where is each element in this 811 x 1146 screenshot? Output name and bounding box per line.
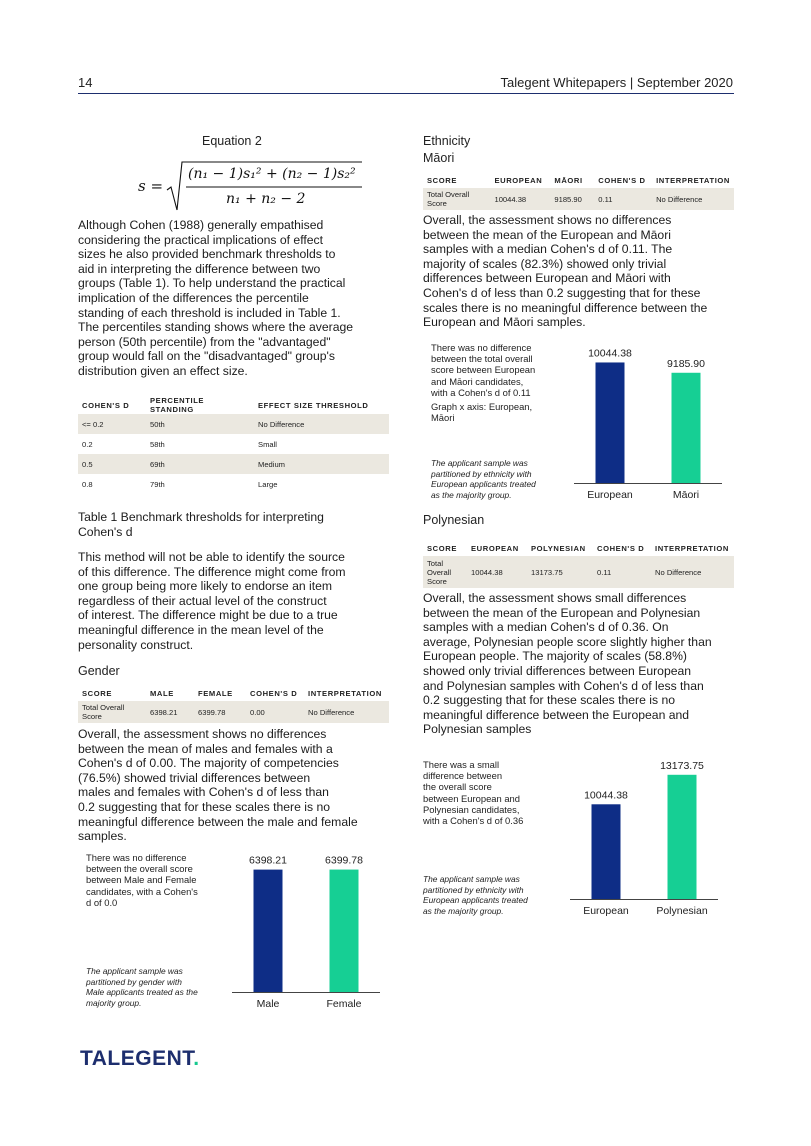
text-line: meaningful difference between the European and: [423, 707, 690, 722]
text-line: distribution given an effect size.: [78, 363, 248, 378]
maori-chart-note: [431, 342, 571, 423]
gender-paragraph: [78, 727, 388, 844]
bar-value-label: 6398.21: [249, 854, 287, 867]
maori-table: [423, 172, 734, 210]
text-line: with a Cohen's d of 0.36: [423, 815, 524, 827]
category-label: Polynesian: [656, 905, 708, 917]
text-line: score between European: [431, 364, 536, 376]
text-line: standing of each threshold is included in Table 1.: [78, 305, 341, 320]
table-header: EUROPEAN: [471, 543, 519, 553]
gender-bar-chart: [232, 846, 392, 1016]
table-cell: 9185.90: [550, 188, 594, 210]
table-header: INTERPRETATION: [656, 175, 730, 185]
table-row: [423, 188, 734, 210]
table-cell: No Difference: [652, 188, 734, 210]
text-line: The applicant sample was: [86, 966, 183, 976]
method-paragraph: [78, 550, 378, 652]
table-cell: 0.11: [593, 556, 651, 588]
table-cell: 50th: [146, 414, 254, 434]
text-line: aid in interpreting the difference between two: [78, 261, 321, 276]
table-cell: No Difference: [304, 701, 389, 723]
text-line: This method will not be able to identify the source: [78, 550, 345, 564]
table-cell: <= 0.2: [78, 414, 146, 434]
text-line: one group being more likely to endorse an item: [78, 579, 333, 594]
text-line: between European and: [423, 792, 520, 804]
polynesian-chart-note: [423, 759, 563, 826]
text-line: showed only trivial differences between European: [423, 663, 692, 678]
table-cell: Total Overall Score: [423, 556, 467, 588]
text-line: sizes he also provided benchmark thresholds to: [78, 247, 336, 262]
header-rule: [78, 93, 734, 94]
bar-european: [592, 804, 621, 899]
text-line: scales there is no meaningful difference between the: [423, 300, 708, 315]
bar-female: [330, 870, 359, 992]
table-cell: Large: [258, 479, 278, 489]
bar-european: [596, 362, 625, 483]
table-caption: [78, 510, 378, 539]
table-row: [78, 474, 389, 494]
table-cell: Total Overall Score: [78, 701, 146, 723]
table-header: EUROPEAN: [494, 175, 543, 185]
text-line: average, Polynesian people score slightly higher than: [423, 634, 712, 649]
text-line: Male applicants treated as the: [86, 987, 198, 998]
text-line: Cohen's d of less than 0.2 suggesting that for these: [423, 285, 701, 300]
text-line: as the majority group.: [423, 905, 504, 916]
table-header: COHEN'S D: [598, 175, 646, 185]
bar-value-label: 13173.75: [660, 759, 704, 772]
ethnicity-heading: Ethnicity: [423, 134, 471, 148]
text-line: There was a small: [423, 759, 500, 770]
text-line: (76.5%) showed trivial differences between: [78, 770, 311, 785]
text-line: and Māori candidates,: [431, 375, 524, 387]
gender-heading: Gender: [78, 664, 120, 678]
table-header: PERCENTILE STANDING: [150, 396, 205, 414]
text-line: The percentiles standing shows where the average: [78, 320, 354, 335]
maori-sample-note: [431, 458, 581, 500]
table-header: EFFECT SIZE THRESHOLD: [258, 400, 369, 410]
table-cell: Medium: [254, 454, 389, 474]
text-line: implication of the differences the percentile: [78, 290, 309, 305]
text-line: between the mean of males and females with a: [78, 741, 333, 756]
text-line: The applicant sample was: [431, 458, 528, 468]
page-number: 14: [78, 75, 93, 90]
text-line: candidates, with a Cohen's: [86, 885, 198, 897]
table-header: INTERPRETATION: [308, 688, 382, 698]
text-line: d of 0.0: [86, 896, 118, 908]
table-row: [78, 414, 389, 434]
table-header: SCORE: [427, 175, 458, 185]
text-line: differences between European and Māori with: [423, 271, 671, 286]
table-cell: 6398.21: [146, 701, 194, 723]
polynesian-table: [423, 540, 734, 588]
table-header: FEMALE: [198, 688, 233, 698]
text-line: Overall, the assessment shows no differences: [78, 727, 327, 741]
text-line: samples with a median Cohen's d of 0.36. On: [423, 620, 669, 635]
text-line: personality construct.: [78, 637, 194, 652]
text-line: Although Cohen (1988) generally empathised: [78, 218, 324, 232]
text-line: meaningful difference in the mean level of the: [78, 622, 324, 637]
text-line: Cohen's d of 0.00. The majority of competencies: [78, 756, 339, 771]
text-line: groups (Table 1). To help understand the practical: [78, 276, 346, 291]
text-line: partitioned by gender with: [86, 976, 182, 987]
polynesian-sample-note: [423, 874, 573, 916]
table-header: INTERPRETATION: [655, 543, 729, 553]
text-line: considering the practical implications of effect: [78, 232, 324, 247]
table-header: SCORE: [427, 543, 458, 553]
text-line: between the total overall: [431, 353, 533, 365]
benchmark-table: [78, 396, 389, 494]
text-line: the overall score: [423, 781, 492, 793]
text-line: between the overall score: [86, 863, 193, 875]
text-line: difference between: [423, 770, 503, 782]
text-line: samples.: [78, 829, 127, 844]
table-cell: 10044.38: [467, 556, 527, 588]
maori-bar-chart: [574, 337, 734, 507]
text-line: There was no difference: [86, 852, 187, 863]
table-row: [78, 454, 389, 474]
text-line: Overall, the assessment shows small differences: [423, 591, 687, 605]
table-row: [78, 434, 389, 454]
text-line: European applicants treated: [423, 895, 528, 906]
text-line: regardless of their actual level of the construct: [78, 593, 327, 608]
maori-paragraph: [423, 213, 735, 330]
text-line: Overall, the assessment shows no differences: [423, 213, 672, 227]
text-line: 0.2 suggesting that for these scales there is no: [423, 693, 676, 708]
table-cell: 58th: [150, 439, 165, 449]
bar-value-label: 10044.38: [584, 789, 628, 802]
logo-dot: .: [193, 1047, 200, 1070]
table-cell: No Difference: [651, 556, 734, 588]
table-cell: 0.8: [82, 479, 93, 489]
equation-denominator: n₁ + n₂ − 2: [226, 191, 306, 207]
logo-text: TALEGENT: [80, 1047, 194, 1070]
table-header: POLYNESIAN: [531, 543, 586, 553]
table-header: COHEN'S D: [597, 543, 645, 553]
category-label: Female: [326, 998, 362, 1010]
table-cell: 0.00: [246, 701, 304, 723]
gender-chart-note: [86, 852, 236, 908]
table-cell: 0.5: [78, 454, 146, 474]
talegent-logo: [80, 1047, 200, 1071]
table-cell: Small: [258, 439, 277, 449]
table-cell: Total Overall Score: [423, 188, 490, 210]
table-cell: 6399.78: [194, 701, 246, 723]
table-header: COHEN'S D: [82, 400, 130, 410]
table-cell: 79th: [150, 479, 165, 489]
bar-value-label: 10044.38: [588, 347, 632, 360]
equation-numerator: (n₁ − 1)s₁² + (n₂ − 1)s₂²: [188, 166, 356, 182]
text-line: samples with a median Cohen's d of 0.11. The: [423, 242, 673, 257]
text-line: between the mean of the European and Māori: [423, 227, 671, 242]
table-cell: 0.11: [594, 188, 652, 210]
text-line: person (50th percentile) from the "advantaged": [78, 334, 331, 349]
table-cell: No Difference: [254, 414, 389, 434]
gender-sample-note: [86, 966, 236, 1008]
text-line: partitioned by ethnicity with: [431, 468, 532, 479]
text-line: majority of scales (82.3%) showed only trivial: [423, 256, 667, 271]
text-line: European and Māori samples.: [423, 315, 586, 330]
text-line: The applicant sample was: [423, 874, 520, 884]
text-line: with a Cohen's d of 0.11: [431, 386, 531, 398]
table-header: MĀORI: [554, 175, 583, 185]
equation-label: Equation 2: [202, 134, 262, 148]
text-line: meaningful difference between the male and female: [78, 814, 358, 829]
text-line: There was no difference: [431, 342, 532, 353]
table-cell: 0.2: [82, 439, 93, 449]
text-line: 0.2 suggesting that for these scales there is no: [78, 799, 331, 814]
table-header: SCORE: [82, 688, 113, 698]
text-line: majority group.: [86, 997, 142, 1008]
polynesian-paragraph: [423, 591, 735, 737]
bar-polynesian: [668, 775, 697, 899]
equation: [136, 160, 376, 214]
table-cell: 10044.38: [490, 188, 550, 210]
text-line: Māori: [431, 412, 455, 424]
polynesian-bar-chart: [570, 753, 730, 923]
bar-māori: [672, 373, 701, 483]
text-line: between the mean of the European and Polynesian: [423, 605, 701, 620]
text-line: as the majority group.: [431, 489, 512, 500]
text-line: males and females with Cohen's d of less than: [78, 785, 329, 800]
table-header: COHEN'S D: [250, 688, 298, 698]
polynesian-heading: Polynesian: [423, 513, 485, 527]
category-label: European: [587, 489, 633, 501]
publication-title: Talegent Whitepapers | September 2020: [500, 75, 733, 90]
equation-lhs: s =: [138, 177, 164, 195]
text-line: of interest. The difference might be due to a true: [78, 608, 338, 623]
bar-value-label: 6399.78: [325, 854, 363, 867]
table-row: [423, 556, 734, 588]
text-line: Polynesian samples: [423, 722, 532, 737]
category-label: Māori: [672, 489, 700, 501]
text-line: group would fall on the "disadvantaged" group's: [78, 349, 335, 364]
text-line: partitioned by ethnicity with: [423, 884, 524, 895]
text-line: European people. The majority of scales (58.8%): [423, 649, 687, 664]
table-row: [78, 701, 389, 723]
category-label: Male: [256, 998, 280, 1010]
bar-male: [254, 870, 283, 992]
text-line: Graph x axis: European,: [431, 401, 533, 413]
table-cell: 69th: [146, 454, 254, 474]
text-line: between Male and Female: [86, 874, 197, 886]
text-line: Cohen's d: [78, 524, 133, 539]
text-line: Table 1 Benchmark thresholds for interpreting: [78, 510, 324, 524]
bar-value-label: 9185.90: [667, 357, 705, 370]
gender-table: [78, 685, 389, 723]
intro-paragraph: [78, 218, 378, 379]
text-line: Polynesian candidates,: [423, 803, 520, 815]
text-line: and Polynesian samples with Cohen's d of less than: [423, 678, 704, 693]
table-cell: 13173.75: [527, 556, 593, 588]
table-header: MALE: [150, 688, 174, 698]
category-label: European: [583, 905, 629, 917]
text-line: European applicants treated: [431, 479, 536, 490]
text-line: of this difference. The difference might come from: [78, 564, 346, 579]
maori-heading: Māori: [423, 151, 455, 165]
